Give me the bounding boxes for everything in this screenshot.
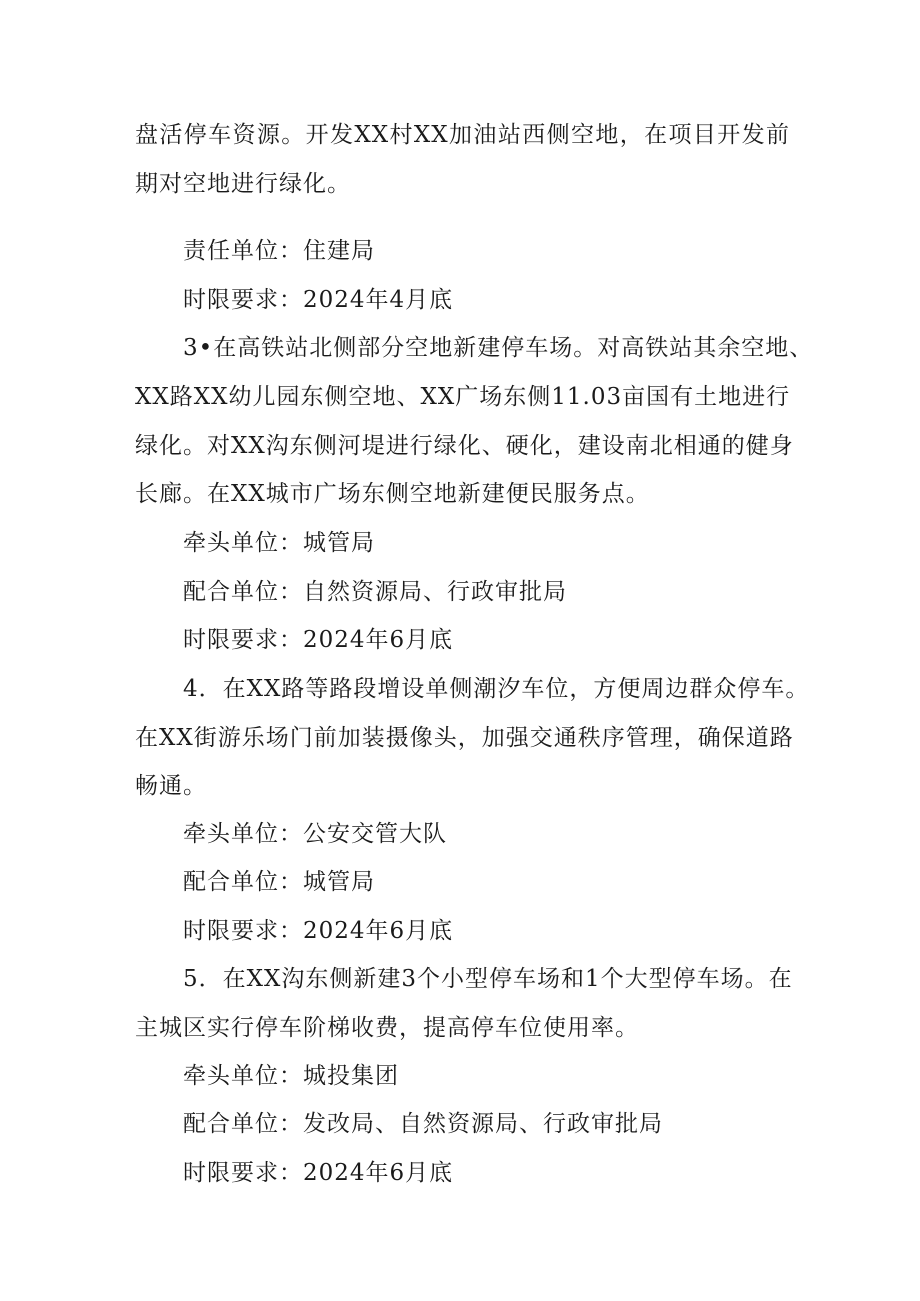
body-text-line: 畅通。	[135, 773, 207, 799]
cooperating-unit-line: 配合单位：城管局	[183, 869, 375, 895]
lead-unit-line: 牵头单位：公安交管大队	[183, 821, 447, 847]
body-text-line: 在XX街游乐场门前加装摄像头，加强交通秩序管理，确保道路	[135, 725, 794, 751]
body-text-line: 主城区实行停车阶梯收费，提高停车位使用率。	[135, 1015, 639, 1041]
body-text-line: 长廊。在XX城市广场东侧空地新建便民服务点。	[135, 481, 650, 507]
item-5-text-line: 5．在XX沟东侧新建3个小型停车场和1个大型停车场。在	[183, 966, 793, 992]
deadline-line: 时限要求：2024年6月底	[183, 627, 454, 653]
body-text-line: XX路XX幼儿园东侧空地、XX广场东侧11.03亩国有土地进行	[135, 384, 791, 410]
body-text-line: 期对空地进行绿化。	[135, 171, 351, 197]
cooperating-unit-line: 配合单位：发改局、自然资源局、行政审批局	[183, 1111, 663, 1137]
deadline-line: 时限要求：2024年6月底	[183, 918, 454, 944]
body-text-line: 盘活停车资源。开发XX村XX加油站西侧空地，在项目开发前	[135, 122, 790, 148]
item-3-text-line: 3•在高铁站北侧部分空地新建停车场。对高铁站其余空地、	[183, 335, 814, 361]
lead-unit-line: 牵头单位：城投集团	[183, 1063, 399, 1089]
body-text-line: 绿化。对XX沟东侧河堤进行绿化、硬化，建设南北相通的健身	[135, 433, 794, 459]
cooperating-unit-line: 配合单位：自然资源局、行政审批局	[183, 579, 567, 605]
deadline-line: 时限要求：2024年4月底	[183, 287, 454, 313]
responsible-unit-line: 责任单位：住建局	[183, 238, 375, 264]
item-4-text-line: 4．在XX路等路段增设单侧潮汐车位，方便周边群众停车。	[183, 676, 810, 702]
deadline-line: 时限要求：2024年6月底	[183, 1160, 454, 1186]
lead-unit-line: 牵头单位：城管局	[183, 530, 375, 556]
